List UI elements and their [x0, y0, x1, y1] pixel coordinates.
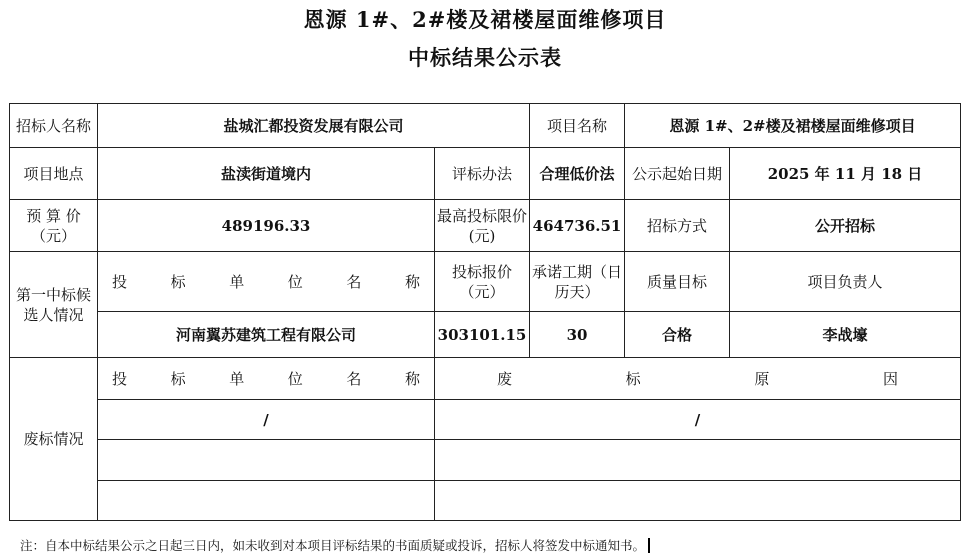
header-char: 废 [497, 369, 513, 388]
header-char: 名 [346, 369, 362, 388]
header-char: 投 [112, 272, 128, 291]
budget-value: 489196.33 [98, 200, 435, 252]
header-char: 标 [170, 272, 186, 291]
location-label: 项目地点 [10, 148, 98, 200]
invalid-header-reason [435, 358, 961, 400]
header-char: 名 [346, 272, 362, 291]
table-row [10, 481, 961, 521]
header-char: 标 [625, 369, 641, 388]
header-char: 单 [229, 369, 245, 388]
table-row [10, 358, 961, 400]
candidate-manager: 李战壕 [730, 312, 961, 358]
invalid-name [98, 481, 435, 521]
bid-method-value: 公开招标 [730, 200, 961, 252]
header-char: 位 [287, 369, 303, 388]
table-row [10, 400, 961, 440]
table-row [10, 148, 961, 200]
invalid-reason [435, 481, 961, 521]
result-table [9, 103, 961, 521]
header-char: 投 [112, 369, 128, 388]
footer-note-text: 注：自本中标结果公示之日起三日内，如未收到对本项目评标结果的书面质疑或投诉，招标人将签发中标通知书。 [20, 538, 646, 553]
invalid-name [98, 440, 435, 481]
candidate-period: 30 [530, 312, 625, 358]
publish-date-value: 2025 年 11 月 18 日 [730, 148, 961, 200]
table-row [10, 200, 961, 252]
candidate-header-name [98, 252, 435, 312]
candidate-quality: 合格 [625, 312, 730, 358]
table-row [10, 440, 961, 481]
tenderer-label: 招标人名称 [10, 104, 98, 148]
publish-date-label: 公示起始日期 [625, 148, 730, 200]
project-name-label: 项目名称 [530, 104, 625, 148]
eval-method-label: 评标办法 [435, 148, 530, 200]
candidate-header-period: 承诺工期（日历天） [530, 252, 625, 312]
header-char: 原 [754, 369, 770, 388]
tenderer-value: 盐城汇都投资发展有限公司 [98, 104, 530, 148]
candidate-header-price: 投标报价（元） [435, 252, 530, 312]
invalid-header-name [98, 358, 435, 400]
max-price-value: 464736.51 [530, 200, 625, 252]
table-row [10, 104, 961, 148]
invalid-section-label: 废标情况 [10, 358, 98, 521]
page-subtitle: 中标结果公示表 [408, 45, 562, 70]
invalid-reason [435, 440, 961, 481]
project-name-value: 恩源 1#、2#楼及裙楼屋面维修项目 [625, 104, 961, 148]
invalid-reason: / [435, 400, 961, 440]
budget-label: 预 算 价（元） [10, 200, 98, 252]
footer-note [20, 536, 650, 554]
header-char: 标 [170, 369, 186, 388]
page-title: 恩源 1#、2#楼及裙楼屋面维修项目 [303, 7, 667, 32]
header-char: 因 [882, 369, 898, 388]
header-char: 称 [404, 272, 420, 291]
invalid-name: / [98, 400, 435, 440]
header-char: 位 [287, 272, 303, 291]
location-value: 盐渎街道境内 [98, 148, 435, 200]
eval-method-value: 合理低价法 [530, 148, 625, 200]
bid-method-label: 招标方式 [625, 200, 730, 252]
candidate-name: 河南翼苏建筑工程有限公司 [98, 312, 435, 358]
candidate-section-label: 第一中标候选人情况 [10, 252, 98, 358]
table-row [10, 252, 961, 312]
table-row [10, 312, 961, 358]
candidate-header-manager: 项目负责人 [730, 252, 961, 312]
header-char: 称 [404, 369, 420, 388]
text-cursor [648, 538, 650, 553]
header-char: 单 [229, 272, 245, 291]
candidate-price: 303101.15 [435, 312, 530, 358]
candidate-header-quality: 质量目标 [625, 252, 730, 312]
max-price-label: 最高投标限价(元) [435, 200, 530, 252]
